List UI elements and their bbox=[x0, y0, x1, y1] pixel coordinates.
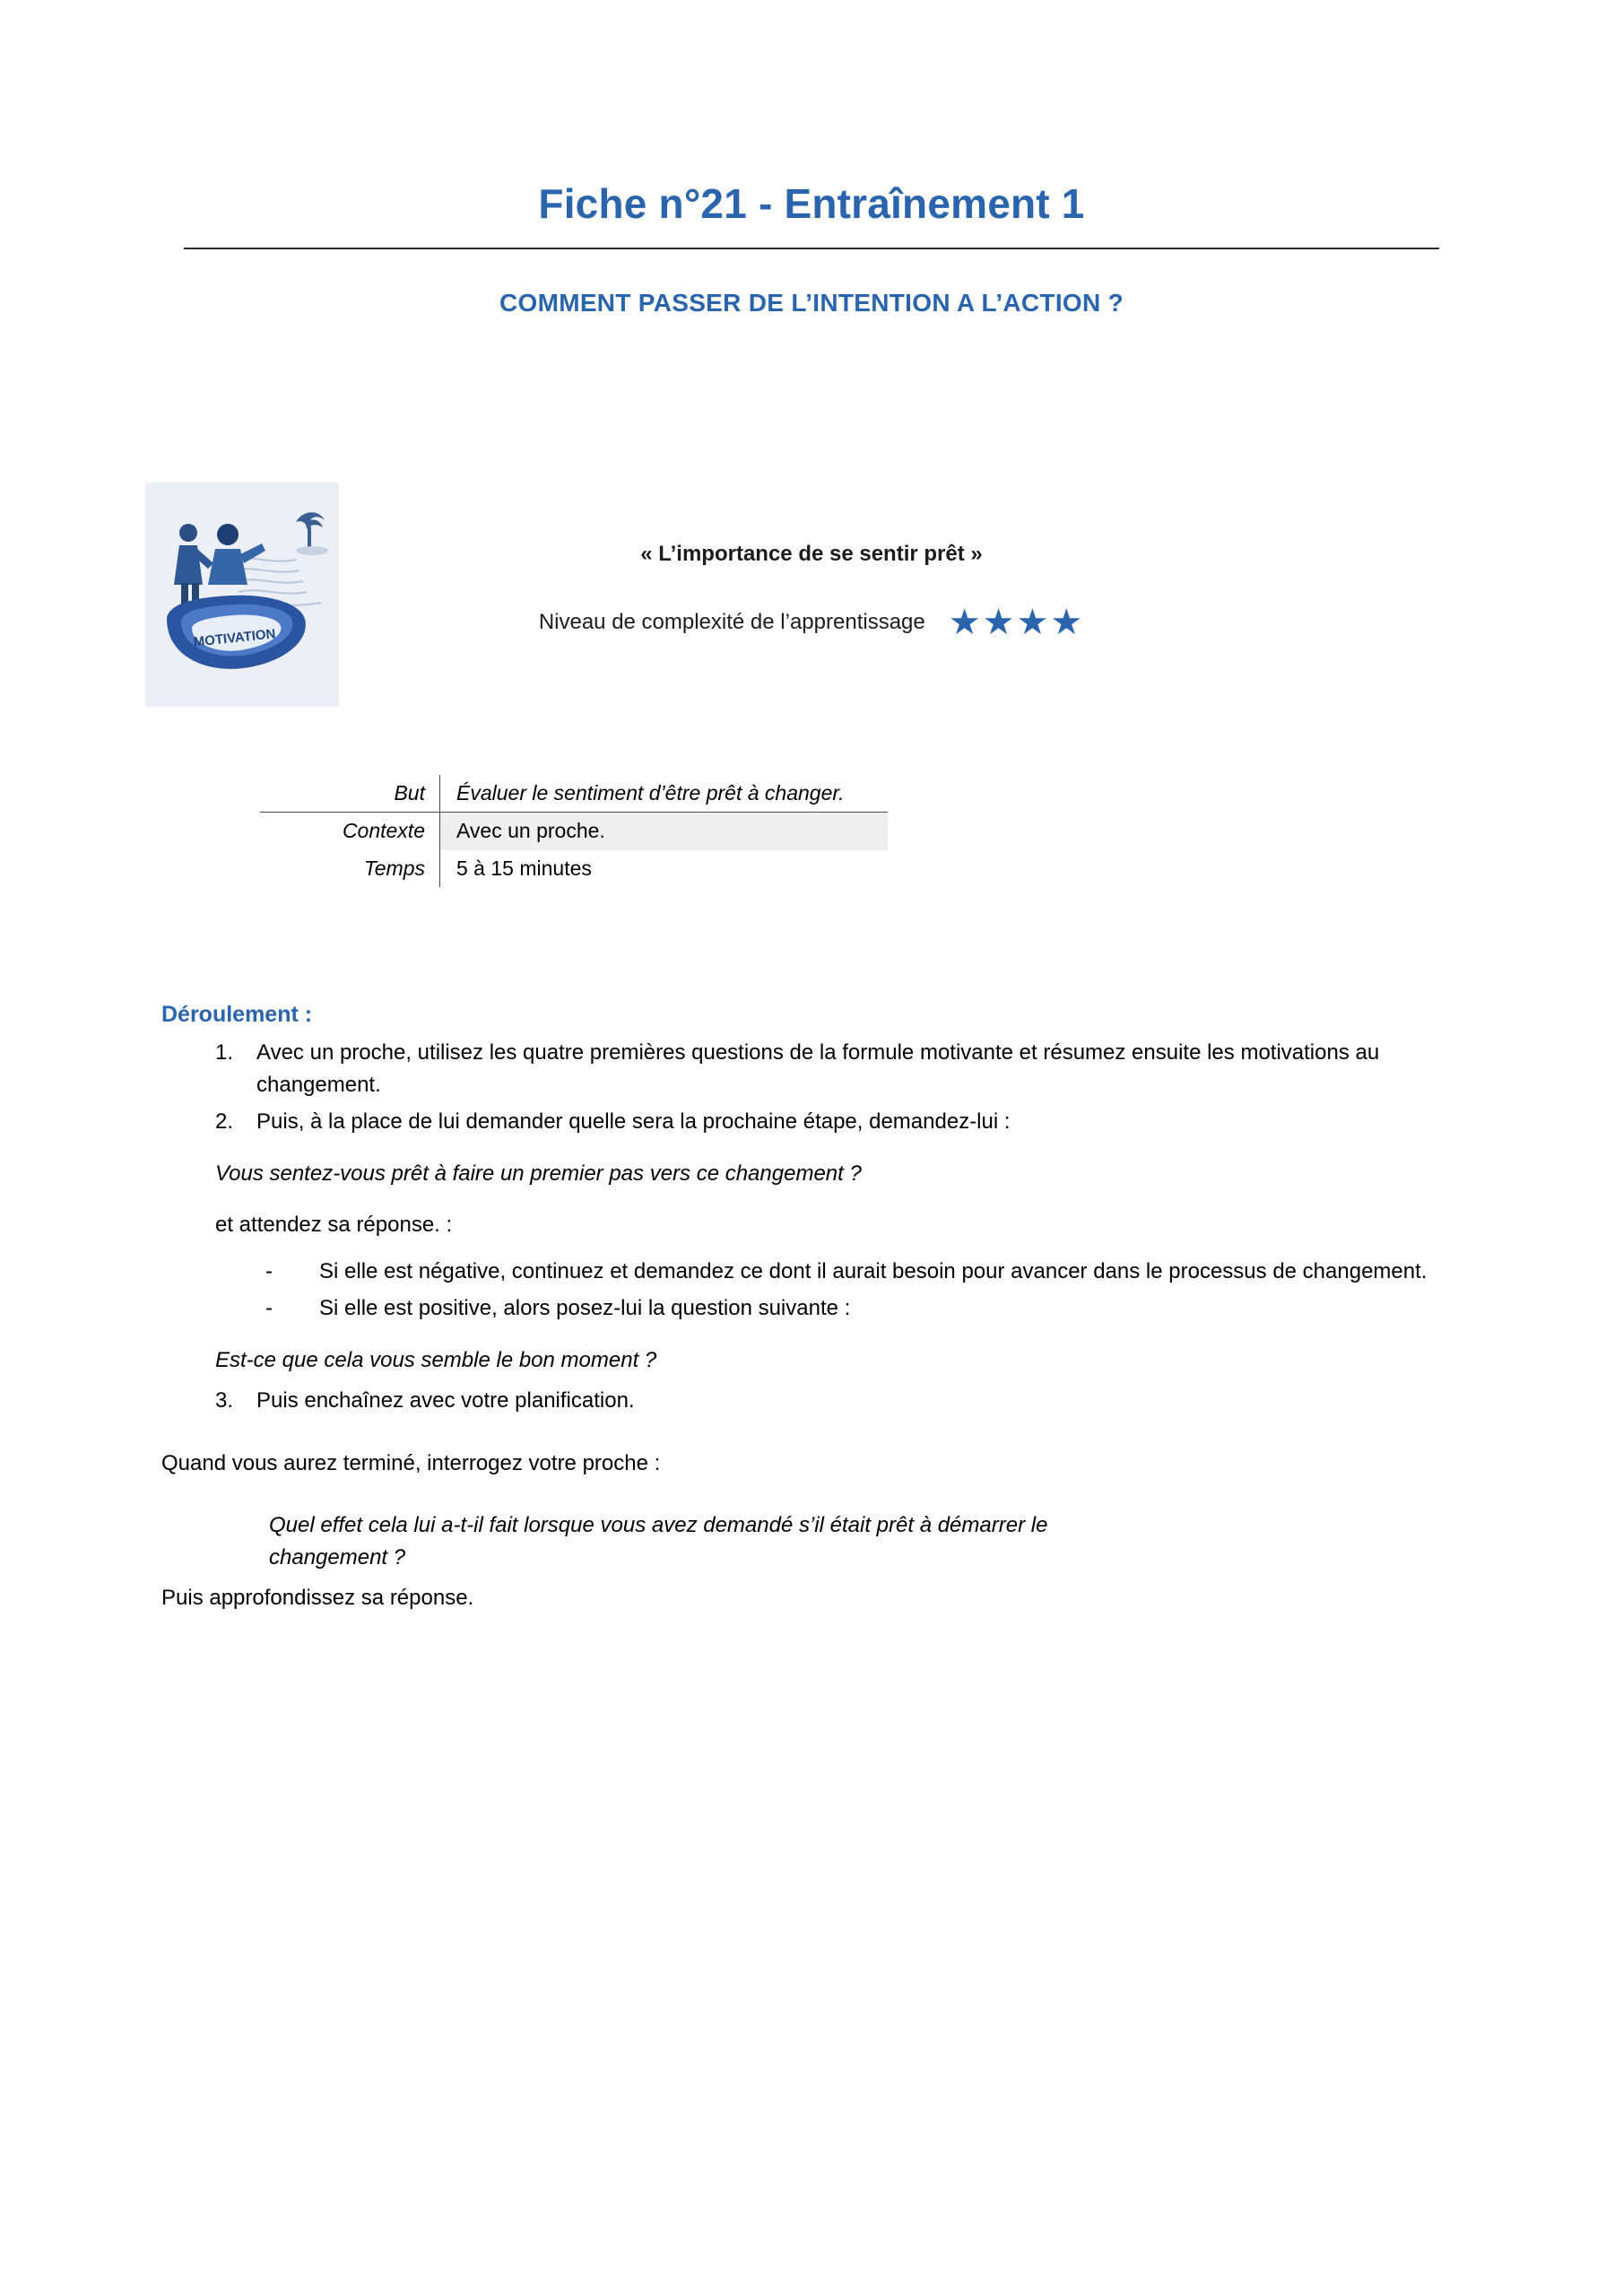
closing-final: Puis approfondissez sa réponse. bbox=[161, 1586, 474, 1611]
closing-question-line-1: Quel effet cela lui a-t-il fait lorsque vous avez demandé s’il était prêt à démarrer le bbox=[269, 1513, 1048, 1538]
table-row bbox=[260, 813, 888, 850]
info-value-contexte: Avec un proche. bbox=[440, 813, 889, 850]
info-table bbox=[260, 775, 888, 887]
complexity-level-label: Niveau de complexité de l’apprentissage bbox=[538, 610, 925, 634]
list-item-text: Si elle est positive, alors posez-lui la question suivante : bbox=[319, 1296, 851, 1321]
question-one: Vous sentez-vous prêt à faire un premier pas vers ce changement ? bbox=[215, 1161, 862, 1186]
complexity-level-row bbox=[161, 567, 1462, 640]
list-marker: 1. bbox=[215, 1040, 234, 1065]
list-item-text: Avec un proche, utilisez les quatre premières questions de la formule motivante et résumez ensuite les motivations au changement. bbox=[256, 1040, 1380, 1097]
list-item bbox=[161, 1256, 1462, 1288]
info-label-temps: Temps bbox=[260, 850, 440, 887]
closing-question-line-2: changement ? bbox=[269, 1544, 406, 1570]
quote-text: « L’importance de se sentir prêt » bbox=[640, 542, 983, 566]
info-label-but: But bbox=[260, 775, 440, 813]
steps-list bbox=[161, 1037, 1462, 1138]
info-value-but: Évaluer le sentiment d’être prêt à changer. bbox=[456, 781, 845, 804]
list-marker: 3. bbox=[215, 1388, 234, 1413]
svg-text:MOTIVATION: MOTIVATION bbox=[192, 626, 277, 650]
answer-branches-list bbox=[161, 1256, 1462, 1325]
info-value-temps: 5 à 15 minutes bbox=[456, 856, 592, 880]
list-item bbox=[161, 1292, 1462, 1325]
list-item-text: Si elle est négative, continuez et demandez ce dont il aurait besoin pour avancer dans le processus de changement. bbox=[319, 1258, 1428, 1283]
step-three-list bbox=[161, 1385, 1462, 1417]
page-title: Fiche n°21 - Entraînement 1 bbox=[538, 180, 1085, 227]
question-two: Est-ce que cela vous semble le bon moment ? bbox=[215, 1347, 657, 1372]
section-heading-deroulement: Déroulement : bbox=[161, 1002, 313, 1028]
list-marker: - bbox=[265, 1258, 273, 1283]
await-answer-text: et attendez sa réponse. : bbox=[215, 1213, 453, 1238]
closing-question bbox=[215, 1509, 1462, 1573]
table-row bbox=[260, 850, 888, 887]
table-row bbox=[260, 775, 888, 813]
motivation-boat-illustration bbox=[145, 483, 339, 707]
info-label-contexte: Contexte bbox=[260, 813, 440, 850]
page-subtitle: COMMENT PASSER DE L’INTENTION A L’ACTION ? bbox=[499, 289, 1124, 317]
list-marker: 2. bbox=[215, 1109, 234, 1135]
list-item-text: Puis, à la place de lui demander quelle sera la prochaine étape, demandez-lui : bbox=[256, 1109, 1011, 1135]
list-item-text: Puis enchaînez avec votre planification. bbox=[256, 1388, 635, 1413]
star-rating-icon: ★★★★ bbox=[948, 603, 1085, 642]
closing-intro: Quand vous aurez terminé, interrogez votre proche : bbox=[161, 1450, 661, 1475]
list-item bbox=[161, 1037, 1462, 1100]
list-marker: - bbox=[265, 1296, 273, 1321]
list-item bbox=[161, 1106, 1462, 1138]
list-item bbox=[161, 1385, 1462, 1417]
